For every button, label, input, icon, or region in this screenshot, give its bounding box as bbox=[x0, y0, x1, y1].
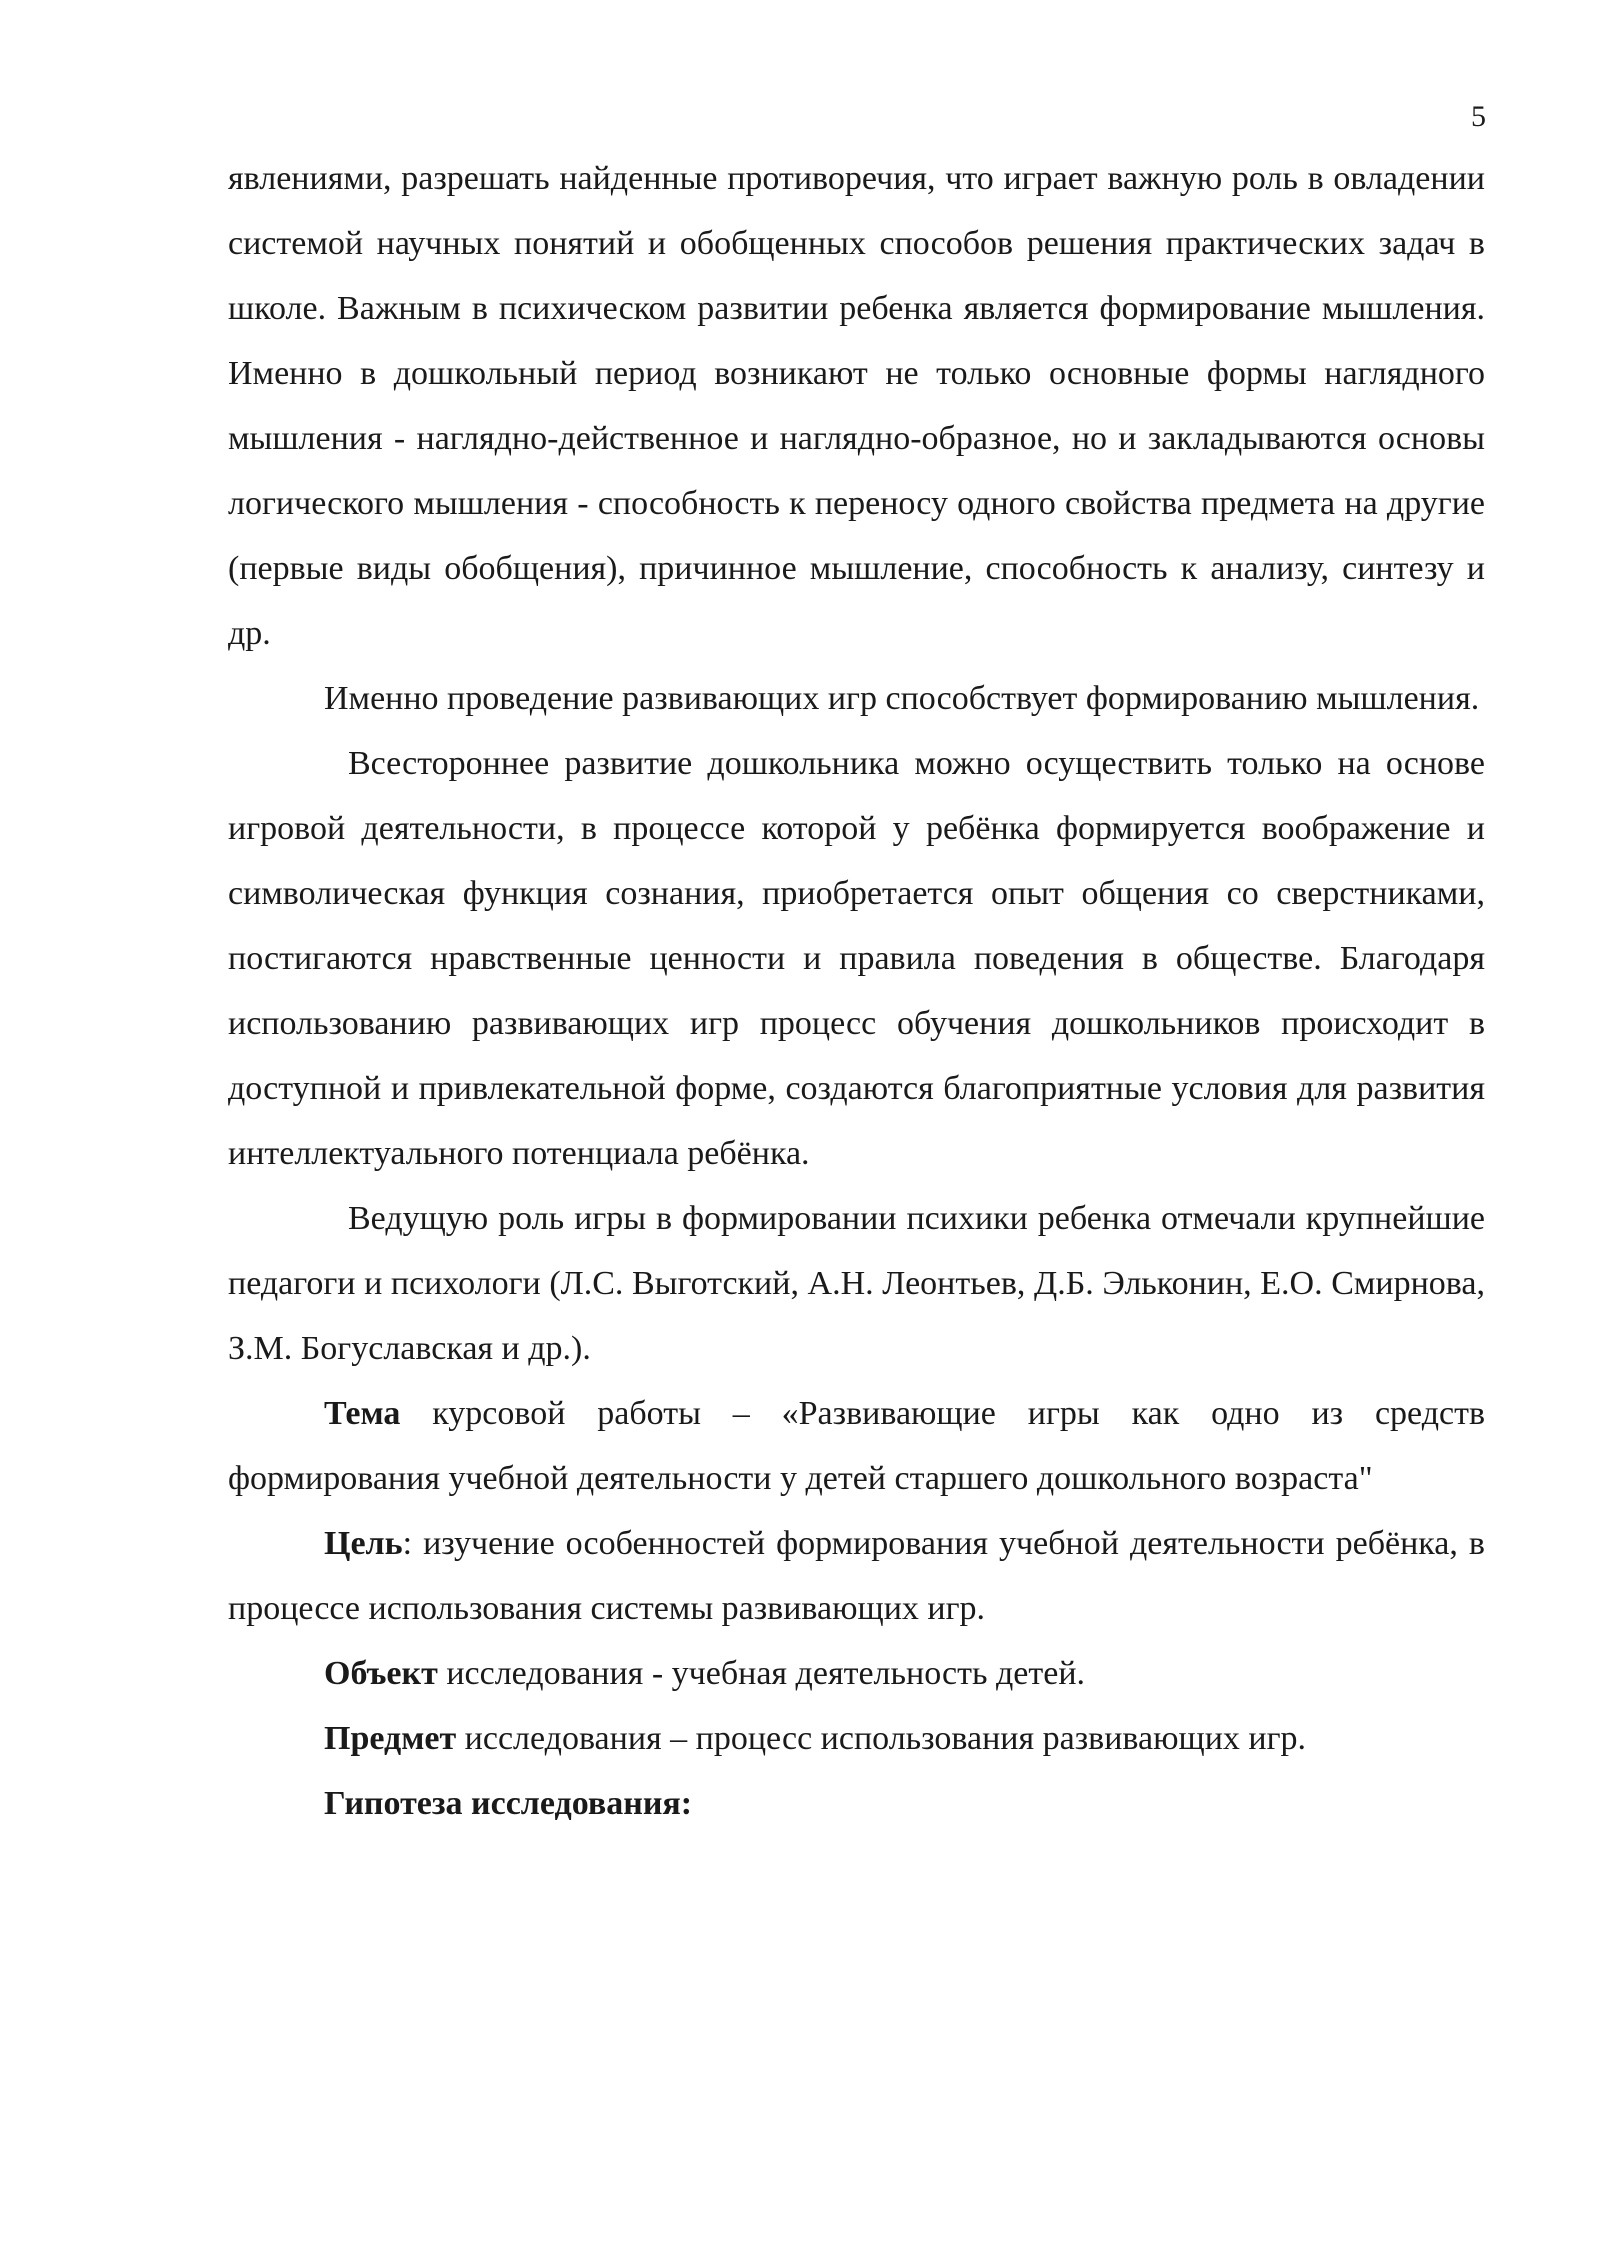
subject-text: исследования – процесс использования развивающих игр. bbox=[456, 1720, 1307, 1757]
object-paragraph bbox=[228, 1641, 1485, 1706]
paragraph-leading-role: Ведущую роль игры в формировании психики ребенка отмечали крупнейшие педагоги и психологи (Л.С. Выготский, А.Н. Леонтьев, Д.Б. Эльконин, Е.О. Смирнова, З.М. Богуславская и др.). bbox=[228, 1200, 1485, 1367]
goal-paragraph bbox=[228, 1511, 1485, 1641]
subject-paragraph bbox=[228, 1706, 1485, 1771]
theme-text: курсовой работы – «Развивающие игры как одно из средств формирования учебной деятельности у детей старшего дошкольного возраста" bbox=[228, 1395, 1485, 1497]
paragraph-comprehensive-development: Всестороннее развитие дошкольника можно осуществить только на основе игровой деятельности, в процессе которой у ребёнка формируется воображение и символическая функция сознания, приобретается опыт общения со сверстниками, постигаются нравственные ценности и правила поведения в обществе. Благодаря использованию развивающих игр процесс обучения дошкольников происходит в доступной и привлекательной форме, создаются благоприятные условия для развития интеллектуального потенциала ребёнка. bbox=[228, 745, 1485, 1172]
body-text bbox=[228, 146, 1485, 1836]
page-number: 5 bbox=[1471, 100, 1486, 133]
goal-label: Цель bbox=[324, 1525, 403, 1562]
object-text: исследования - учебная деятельность детей. bbox=[437, 1655, 1086, 1692]
paragraph-games-thinking: Именно проведение развивающих игр способствует формированию мышления. bbox=[324, 680, 1480, 717]
hypothesis-label: Гипотеза исследования: bbox=[324, 1785, 693, 1822]
theme-paragraph bbox=[228, 1381, 1485, 1511]
hypothesis-paragraph bbox=[228, 1771, 1485, 1836]
object-label: Объект bbox=[324, 1655, 438, 1692]
subject-label: Предмет bbox=[324, 1720, 457, 1757]
goal-text: : изучение особенностей формирования учебной деятельности ребёнка, в процессе использования системы развивающих игр. bbox=[228, 1525, 1485, 1627]
theme-label: Тема bbox=[324, 1395, 401, 1432]
paragraph-continuation: явлениями, разрешать найденные противоречия, что играет важную роль в овладении системой научных понятий и обобщенных способов решения практических задач в школе. Важным в психическом развитии ребенка является формирование мышления. Именно в дошкольный период возникают не только основные формы наглядного мышления - наглядно-действенное и наглядно-образное, но и закладываются основы логического мышления - способность к переносу одного свойства предмета на другие (первые виды обобщения), причинное мышление, способность к анализу, синтезу и др. bbox=[228, 160, 1485, 652]
